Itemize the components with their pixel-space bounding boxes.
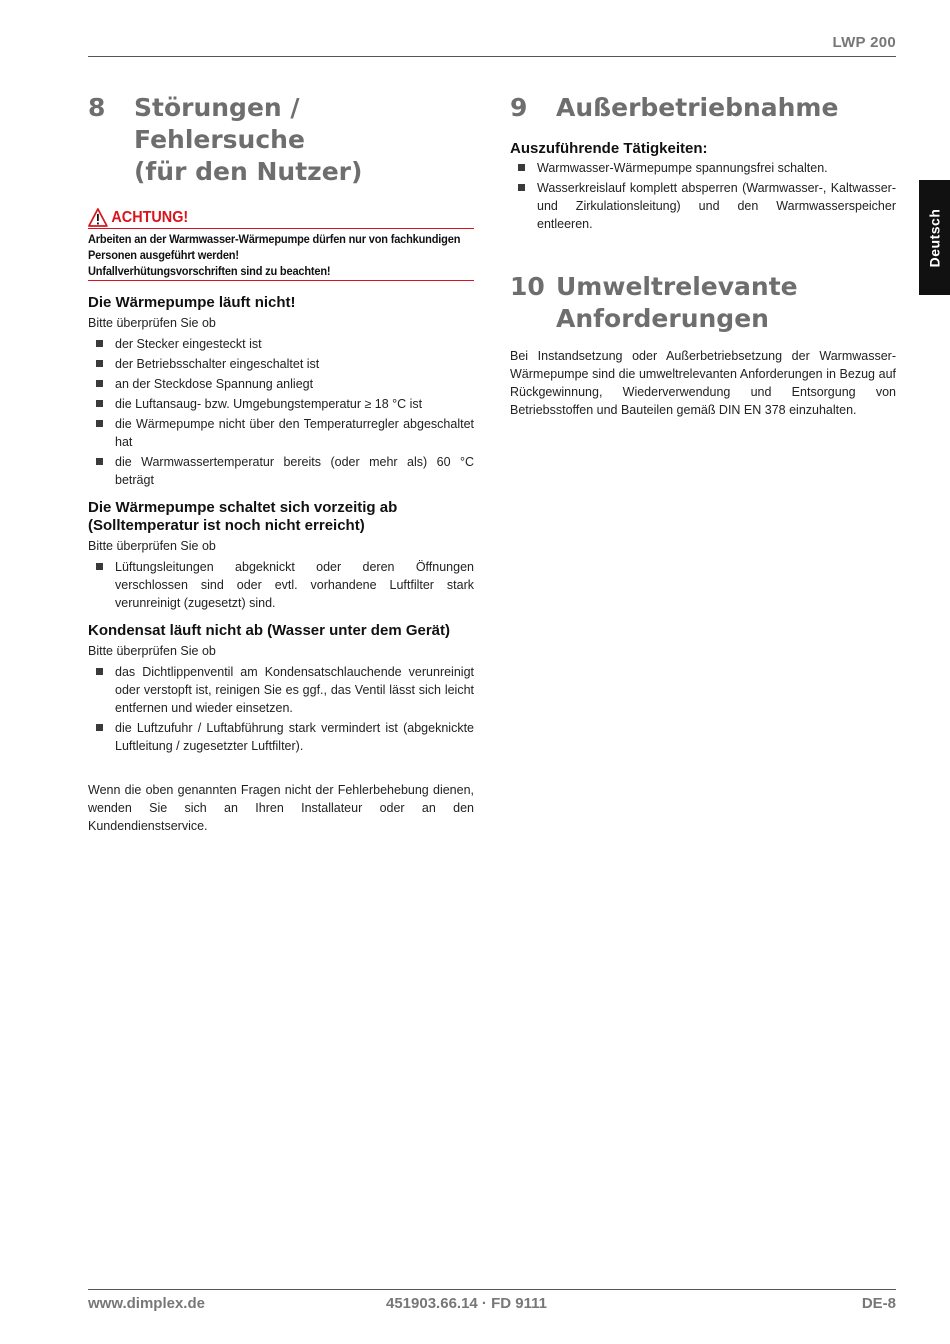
list-item: das Dichtlippenventil am Kondensatschlauchende verunreinigt oder verstopft ist, reinigen Sie es ggf., das Ventil lässt sich leicht entfernen und wieder einsetzen. <box>88 663 474 717</box>
bullet-square-icon <box>518 184 525 191</box>
block-premature-shutdown <box>88 499 474 612</box>
section-8-title-line2: (für den Nutzer) <box>134 157 363 186</box>
language-tab-label: Deutsch <box>926 208 943 267</box>
block3-heading: Kondensat läuft nicht ab (Wasser unter dem Gerät) <box>88 622 450 639</box>
list-item: an der Steckdose Spannung anliegt <box>88 375 474 393</box>
section-8-title-line1: Störungen / Fehlersuche <box>134 93 305 154</box>
list-item: Lüftungsleitungen abgeknickt oder deren Öffnungen verschlossen sind oder evtl. vorhandene Luftfilter stark verunreinigt (zugesetzt) sind. <box>88 558 474 612</box>
bullet-square-icon <box>96 420 103 427</box>
section-9-subheading: Auszuführende Tätigkeiten: <box>510 140 708 157</box>
block-condensate <box>88 622 474 755</box>
list-item: die Luftzufuhr / Luftabführung stark vermindert ist (abgeknickte Luftleitung / zugesetzter Luftfilter). <box>88 719 474 755</box>
block3-intro: Bitte überprüfen Sie ob <box>88 644 216 658</box>
header-divider <box>88 56 896 57</box>
warning-heading: ACHTUNG! <box>111 208 189 226</box>
list-item: der Stecker eingesteckt ist <box>88 335 474 353</box>
right-column <box>510 92 896 419</box>
warning-line-1: Arbeiten an der Warmwasser-Wärmepumpe dürfen nur von fachkundigen <box>88 232 461 246</box>
bullet-square-icon <box>96 380 103 387</box>
block2-heading-line1: Die Wärmepumpe schaltet sich vorzeitig ab <box>88 499 398 516</box>
warning-box <box>88 208 474 281</box>
block2-intro: Bitte überprüfen Sie ob <box>88 539 216 553</box>
list-item: die Luftansaug- bzw. Umgebungstemperatur ≥ 18 °C ist <box>88 395 474 413</box>
list-item: die Warmwassertemperatur bereits (oder mehr als) 60 °C beträgt <box>88 453 474 489</box>
list-item: die Wärmepumpe nicht über den Temperaturregler abgeschaltet hat <box>88 415 474 451</box>
closing-paragraph: Wenn die oben genannten Fragen nicht der Fehlerbehebung dienen, wenden Sie sich an Ihren Installateur oder an den Kundendienstservice. <box>88 783 474 833</box>
section-10-number: 10 <box>510 272 545 301</box>
bullet-square-icon <box>96 724 103 731</box>
bullet-square-icon <box>96 668 103 675</box>
block1-heading: Die Wärmepumpe läuft nicht! <box>88 294 296 311</box>
warning-line-2: Personen ausgeführt werden! <box>88 248 239 262</box>
list-item: Warmwasser-Wärmepumpe spannungsfrei schalten. <box>510 159 896 177</box>
section-10-title <box>510 271 896 335</box>
section-9-number: 9 <box>510 93 528 122</box>
section-8-number: 8 <box>88 93 106 122</box>
bullet-square-icon <box>96 400 103 407</box>
warning-triangle-icon <box>88 208 108 227</box>
block2-heading-line2: (Solltemperatur ist noch nicht erreicht) <box>88 517 365 534</box>
bullet-square-icon <box>96 340 103 347</box>
language-tab <box>919 180 950 295</box>
block1-intro: Bitte überprüfen Sie ob <box>88 316 216 330</box>
section-9-title <box>510 92 896 124</box>
warning-line-3: Unfallverhütungsvorschriften sind zu beachten! <box>88 264 331 278</box>
bullet-square-icon <box>96 360 103 367</box>
section-9-title-text: Außerbetriebnahme <box>556 93 839 122</box>
footer-page-number: DE-8 <box>861 1295 896 1312</box>
block2-heading <box>88 499 474 535</box>
section-10-title-line2: Anforderungen <box>556 304 769 333</box>
block-pump-not-running <box>88 294 474 489</box>
footer-divider <box>88 1289 896 1290</box>
section-10-text: Bei Instandsetzung oder Außerbetriebsetzung der Warmwasser-Wärmepumpe sind die umweltrelevanten Anforderungen in Bezug auf Rückgewinnung, Wiederverwendung und Entsorgung von Betriebsstoffen und Bauteilen gemäß DIN EN 378 einzuhalten. <box>510 349 896 417</box>
list-item: der Betriebsschalter eingeschaltet ist <box>88 355 474 373</box>
bullet-square-icon <box>518 164 525 171</box>
section-8-title <box>88 92 474 188</box>
footer-doc-number: 451903.66.14 · FD 9111 <box>386 1295 547 1312</box>
list-item: Wasserkreislauf komplett absperren (Warmwasser-, Kaltwasser- und Zirkulationsleitung) und den Warmwasserspeicher entleeren. <box>510 179 896 233</box>
section-10-title-line1: Umweltrelevante <box>556 272 798 301</box>
left-column <box>88 92 474 835</box>
bullet-square-icon <box>96 458 103 465</box>
warning-rule-bottom <box>88 280 474 281</box>
bullet-square-icon <box>96 563 103 570</box>
header-title: LWP 200 <box>832 34 896 51</box>
footer-website[interactable]: www.dimplex.de <box>88 1295 205 1312</box>
